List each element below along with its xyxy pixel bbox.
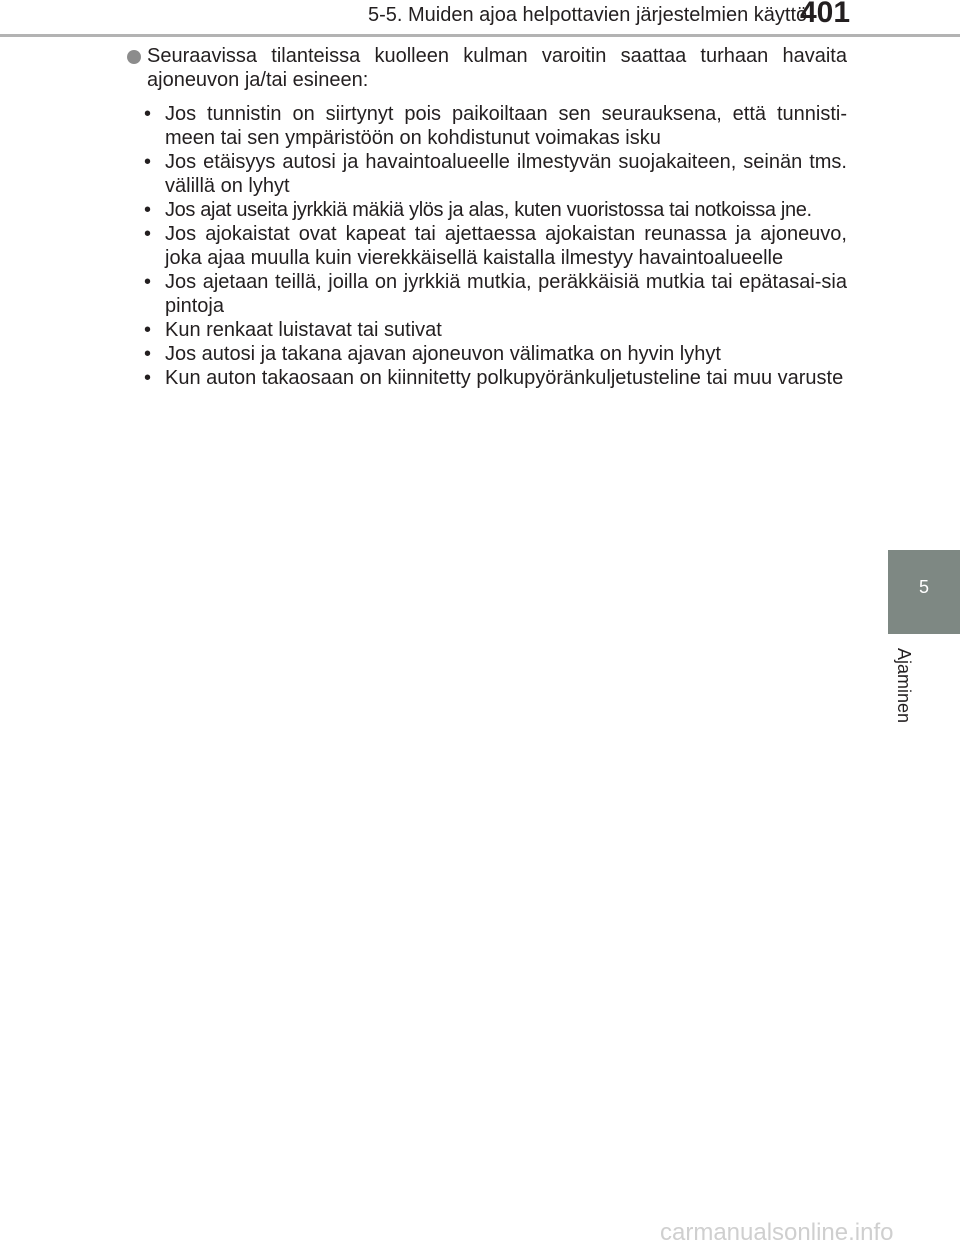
main-item-text: Seuraavissa tilanteissa kuolleen kulman varoitin saattaa turhaan havaita ajoneuvon ja/tai esineen: [147,45,847,91]
list-item [127,150,847,198]
list-item-text: Jos tunnistin on siirtynyt pois paikoiltaan sen seurauksena, että tunnisti-meen tai sen ympäristöön on kohdistunut voimakas isku [165,103,847,149]
list-item [127,102,847,150]
chapter-number: 5 [918,577,929,597]
list-item [127,198,847,222]
header-divider [0,34,960,37]
bullet-icon: • [144,199,151,221]
bullet-icon: • [144,367,152,389]
list-item [127,342,847,366]
list-item-text: Jos etäisyys autosi ja havaintoalueelle ilmestyvän suojakaiteen, seinän tms. välillä on lyhyt [165,151,847,197]
list-item [127,366,847,390]
bullet-icon: • [144,103,152,125]
list-item-text: Jos ajat useita jyrkkiä mäkiä ylös ja alas, kuten vuoristossa tai notkoissa jne. [165,199,812,221]
list-item-text: Jos ajokaistat ovat kapeat tai ajettaessa ajokaistan reunassa ja ajoneuvo, joka ajaa muulla kuin vierekkäisellä kaistalla ilmestyy havaintoalueelle [165,223,847,269]
list-item-text: Kun renkaat luistavat tai sutivat [165,319,442,341]
list-item-text: Jos ajetaan teillä, joilla on jyrkkiä mutkia, peräkkäisiä mutkia tai epätasai-sia pintoja [165,271,847,317]
list-item [127,270,847,318]
list-item [127,318,847,342]
bullet-icon: • [144,271,152,293]
bullet-icon: • [144,343,152,365]
list-item-text: Jos autosi ja takana ajavan ajoneuvon välimatka on hyvin lyhyt [165,343,721,365]
page-content [127,44,847,390]
list-item-text: Kun auton takaosaan on kiinnitetty polkupyöränkuljetusteline tai muu varuste [165,367,844,389]
chapter-tab [888,550,960,634]
page-number: 401 [800,0,851,29]
circle-bullet-icon [127,50,141,64]
section-title: 5-5. Muiden ajoa helpottavien järjestelmien käyttö [368,4,808,26]
bullet-icon: • [144,223,152,245]
list-item [127,222,847,270]
bullet-icon: • [144,151,152,173]
chapter-label-text: Ajaminen [894,648,914,724]
main-list-item [127,44,847,92]
page-header [0,0,960,40]
condition-list [127,102,847,390]
chapter-label [893,648,923,738]
bullet-icon: • [144,319,152,341]
watermark: carmanualsonline.info [660,1219,894,1246]
